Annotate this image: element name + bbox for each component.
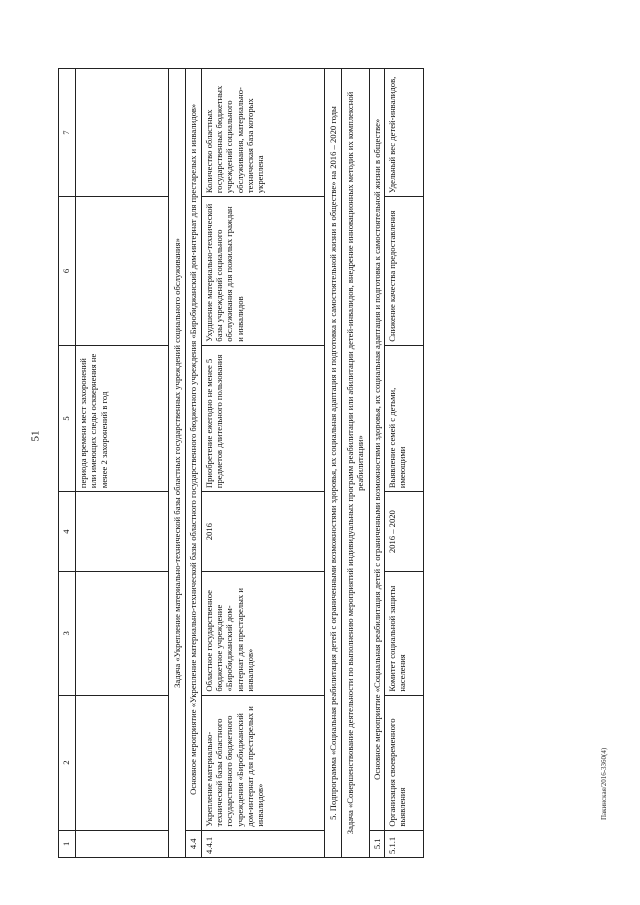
header-cell: 1 bbox=[59, 830, 76, 857]
header-cell: 7 bbox=[59, 69, 76, 197]
task-heading: Задача «Укрепление материально-технической базы областных государственных учреждений социального обслуживания» bbox=[169, 69, 186, 858]
header-cell: 6 bbox=[59, 197, 76, 346]
table-cell: Снижение качества предоставления bbox=[384, 197, 423, 346]
table-cell: периода времени мест захоронений или имеющих следы осквернения не менее 2 захоронений в год bbox=[76, 345, 169, 491]
header-cell: 4 bbox=[59, 492, 76, 572]
table-cell: Комитет социальной защиты населения bbox=[384, 572, 423, 695]
main-measure-text: Основное мероприятие «Укрепление материально-технической базы областного государственного бюджетного учреждения «Биробиджанский дом-интернат для престарелых и инвалидов» bbox=[186, 69, 201, 831]
table-row bbox=[201, 69, 324, 858]
table-cell: Областное государственное бюджетное учреждение «Биробиджанский дом-интернат для престарелых и инвалидов» bbox=[201, 572, 324, 695]
table-cell: 2016 – 2020 bbox=[384, 492, 423, 572]
table-cell: 2016 bbox=[201, 492, 324, 572]
table-cell: Укрепление материально-технической базы областного государственного бюджетного учреждения «Биробиджанский дом-интернат для престарелых и инвалидов» bbox=[201, 695, 324, 830]
page-number: 51 bbox=[29, 430, 42, 442]
row-number: 5.1.1 bbox=[384, 830, 423, 857]
subprogram-row bbox=[324, 69, 341, 858]
header-row bbox=[59, 69, 76, 858]
table-cell: Приобретение ежегодно не менее 5 предметов длительного пользования bbox=[201, 345, 324, 491]
rotated-page bbox=[58, 68, 618, 858]
footer-code: Пакинская/2016-3360(4) bbox=[600, 747, 608, 820]
row-number: 4.4 bbox=[186, 830, 201, 857]
table-cell: Ухудшение материально-технической базы учреждений социального обслуживания для пожилых граждан и инвалидов bbox=[201, 197, 324, 346]
measures-table bbox=[58, 68, 424, 858]
subprogram-heading: 5. Подпрограмма «Социальная реабилитация детей с ограниченными возможностями здоровья, их социальная адаптация и подготовка к самостоятельной жизни в обществе» на 2016 – 2020 годы bbox=[324, 69, 341, 858]
table-cell: Организация своевременного выявления bbox=[384, 695, 423, 830]
main-measure-row bbox=[369, 69, 384, 858]
row-number: 5.1 bbox=[369, 830, 384, 857]
table-row bbox=[76, 69, 169, 858]
table-cell: Удельный вес детей-инвалидов, bbox=[384, 69, 423, 197]
table-row bbox=[384, 69, 423, 858]
table-cell: Количество областных государственных бюджетных учреждений социального обслуживания, материально-техническая база которых укреплена bbox=[201, 69, 324, 197]
table-cell: Выявление семей с детьми, имеющими bbox=[384, 345, 423, 491]
header-cell: 3 bbox=[59, 572, 76, 695]
main-measure-text: Основное мероприятие «Социальная реабилитация детей с ограниченными возможностями здоровья, их социальная адаптация и подготовка к самостоятельной жизни в обществе» bbox=[369, 69, 384, 831]
main-measure-row bbox=[186, 69, 201, 858]
task-row bbox=[169, 69, 186, 858]
task-row bbox=[341, 69, 369, 858]
row-number: 4.4.1 bbox=[201, 830, 324, 857]
task-heading: Задача «Совершенствование деятельности по выполнению мероприятий индивидуальных программ реабилитации или абилитации детей-инвалидов, внедрение инновационных методик их комплексной реабилитации» bbox=[341, 69, 369, 858]
header-cell: 5 bbox=[59, 345, 76, 491]
header-cell: 2 bbox=[59, 695, 76, 830]
